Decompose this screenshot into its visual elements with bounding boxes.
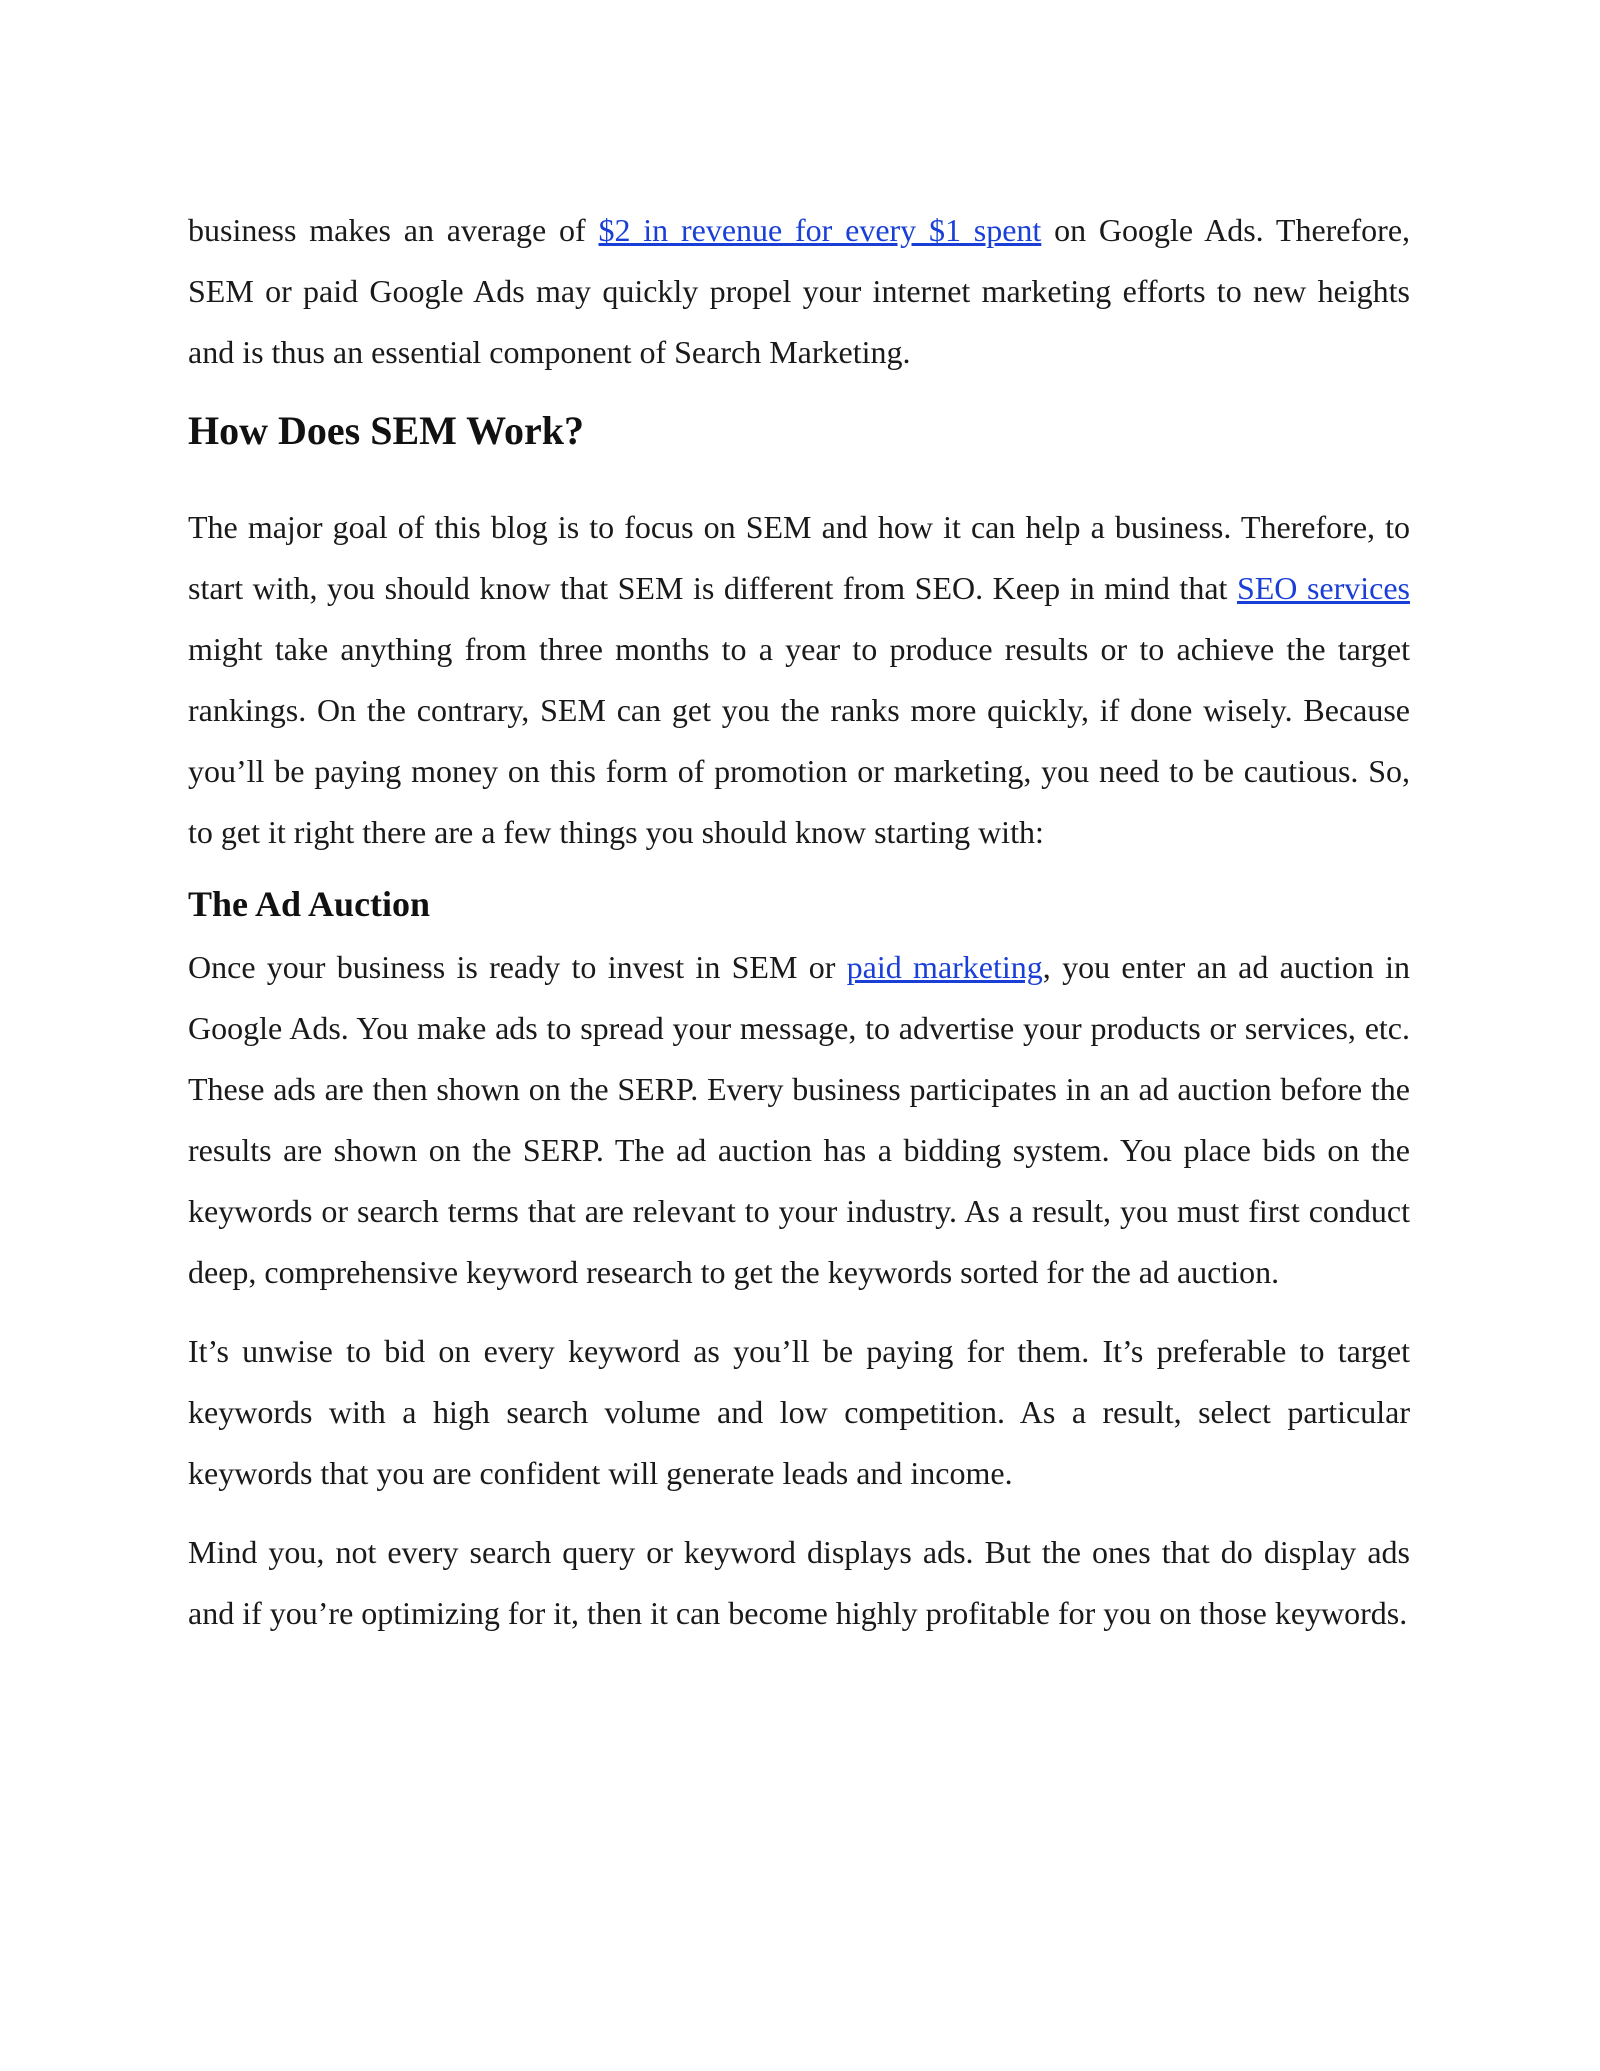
revenue-link[interactable]: $2 in revenue for every $1 spent <box>598 212 1042 248</box>
heading-ad-auction: The Ad Auction <box>188 884 431 924</box>
seo-services-link[interactable]: SEO services <box>1236 570 1411 606</box>
sem-work-text-after: might take anything from three months to a year to produce results or to achieve the target rankings. On the contrary, SEM can get you the ranks more quickly, if done wisely. Because you’ll be paying money on this form of promotion or marketing, you need to be cautious. So, to get it right there are a few things you should know starting with: <box>188 631 1410 850</box>
auction-text-before: Once your business is ready to invest in SEM or <box>188 949 847 985</box>
search-query-ads-paragraph: Mind you, not every search query or keyword displays ads. But the ones that do display ads and if you’re optimizing for it, then it can become highly profitable for you on those keywords. <box>188 1534 1410 1631</box>
intro-text-before: business makes an average of <box>188 212 599 248</box>
document-page <box>188 200 1410 1644</box>
heading-how-does-sem-work: How Does SEM Work? <box>188 408 584 453</box>
intro-paragraph <box>188 200 1410 383</box>
keyword-bidding-paragraph: It’s unwise to bid on every keyword as you’ll be paying for them. It’s preferable to target keywords with a high search volume and low competition. As a result, select particular keywords that you are confident will generate leads and income. <box>188 1333 1410 1491</box>
sem-work-paragraph <box>188 497 1410 863</box>
sem-work-text-before: The major goal of this blog is to focus on SEM and how it can help a business. Therefore, to start with, you should know that SEM is different from SEO. Keep in mind that <box>188 509 1410 606</box>
ad-auction-paragraph <box>188 937 1410 1303</box>
intro-text-after: on Google Ads. Therefore, SEM or paid Google Ads may quickly propel your internet marketing efforts to new heights and is thus an essential component of Search Marketing. <box>188 212 1411 370</box>
auction-text-after: , you enter an ad auction in Google Ads. You make ads to spread your message, to advertise your products or services, etc. These ads are then shown on the SERP. Every business participates in an ad auction before the results are shown on the SERP. The ad auction has a bidding system. You place bids on the keywords or search terms that are relevant to your industry. As a result, you must first conduct deep, comprehensive keyword research to get the keywords sorted for the ad auction. <box>188 949 1411 1290</box>
paid-marketing-link[interactable]: paid marketing <box>846 949 1043 985</box>
